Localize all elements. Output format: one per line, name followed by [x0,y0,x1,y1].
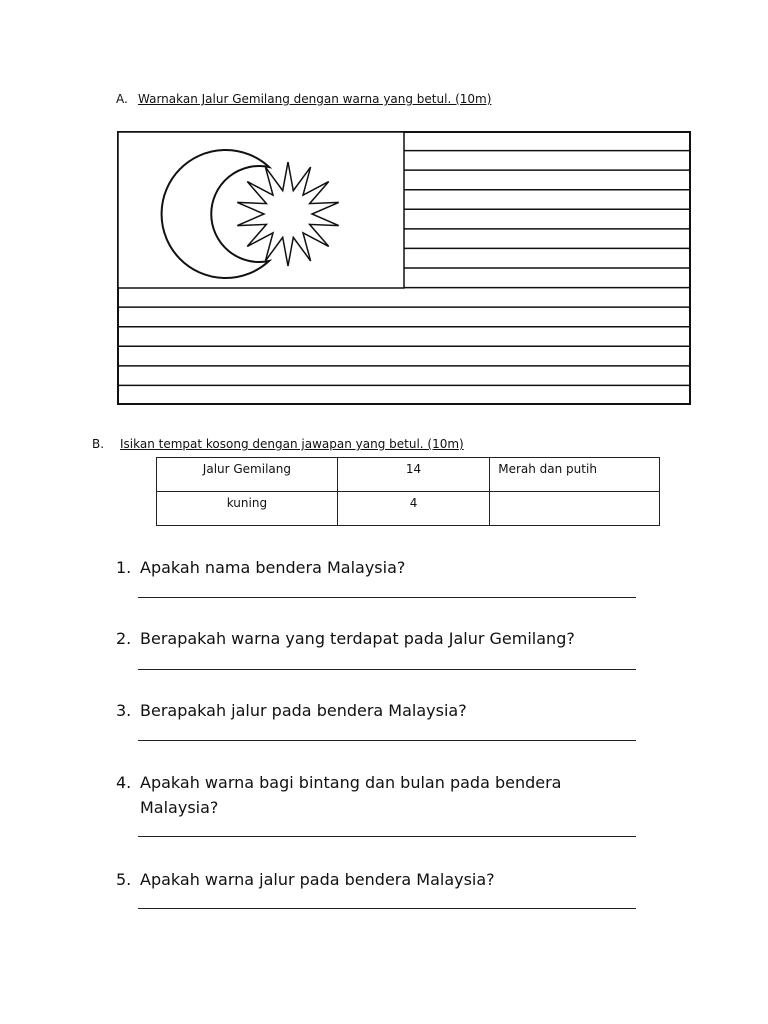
answer-choices-table [156,457,660,526]
table-cell [490,492,660,526]
question-text: Berapakah jalur pada bendera Malaysia? [140,701,467,720]
question-text: Berapakah warna yang terdapat pada Jalur Gemilang? [140,629,575,648]
answer-line-1[interactable] [138,597,636,598]
table-row [157,458,660,492]
answer-line-4[interactable] [138,836,636,837]
question-text: Apakah warna bagi bintang dan bulan pada bendera Malaysia? [140,773,562,817]
section-a-header [116,92,536,108]
question-number: 3. [116,701,132,720]
section-b-letter: B. [92,437,105,451]
table-cell: kuning [157,492,338,526]
answer-line-3[interactable] [138,740,636,741]
section-b-header [92,437,512,453]
table-cell: 4 [337,492,489,526]
table-cell: Merah dan putih [490,458,660,492]
question-number: 1. [116,558,132,577]
table-cell: 14 [337,458,489,492]
question-number: 2. [116,629,132,648]
question-text: Apakah warna jalur pada bendera Malaysia? [140,870,495,889]
section-b-instruction: Isikan tempat kosong dengan jawapan yang betul. (10m) [120,437,464,451]
question-text: Apakah nama bendera Malaysia? [140,558,406,577]
answer-line-5[interactable] [138,908,636,909]
section-a-letter: A. [116,92,128,106]
malaysia-flag-outline [117,131,691,405]
answer-line-2[interactable] [138,669,636,670]
table-cell: Jalur Gemilang [157,458,338,492]
table-row [157,492,660,526]
question-number: 5. [116,870,132,889]
section-a-instruction: Warnakan Jalur Gemilang dengan warna yang betul. (10m) [138,92,492,106]
question-number: 4. [116,773,132,792]
